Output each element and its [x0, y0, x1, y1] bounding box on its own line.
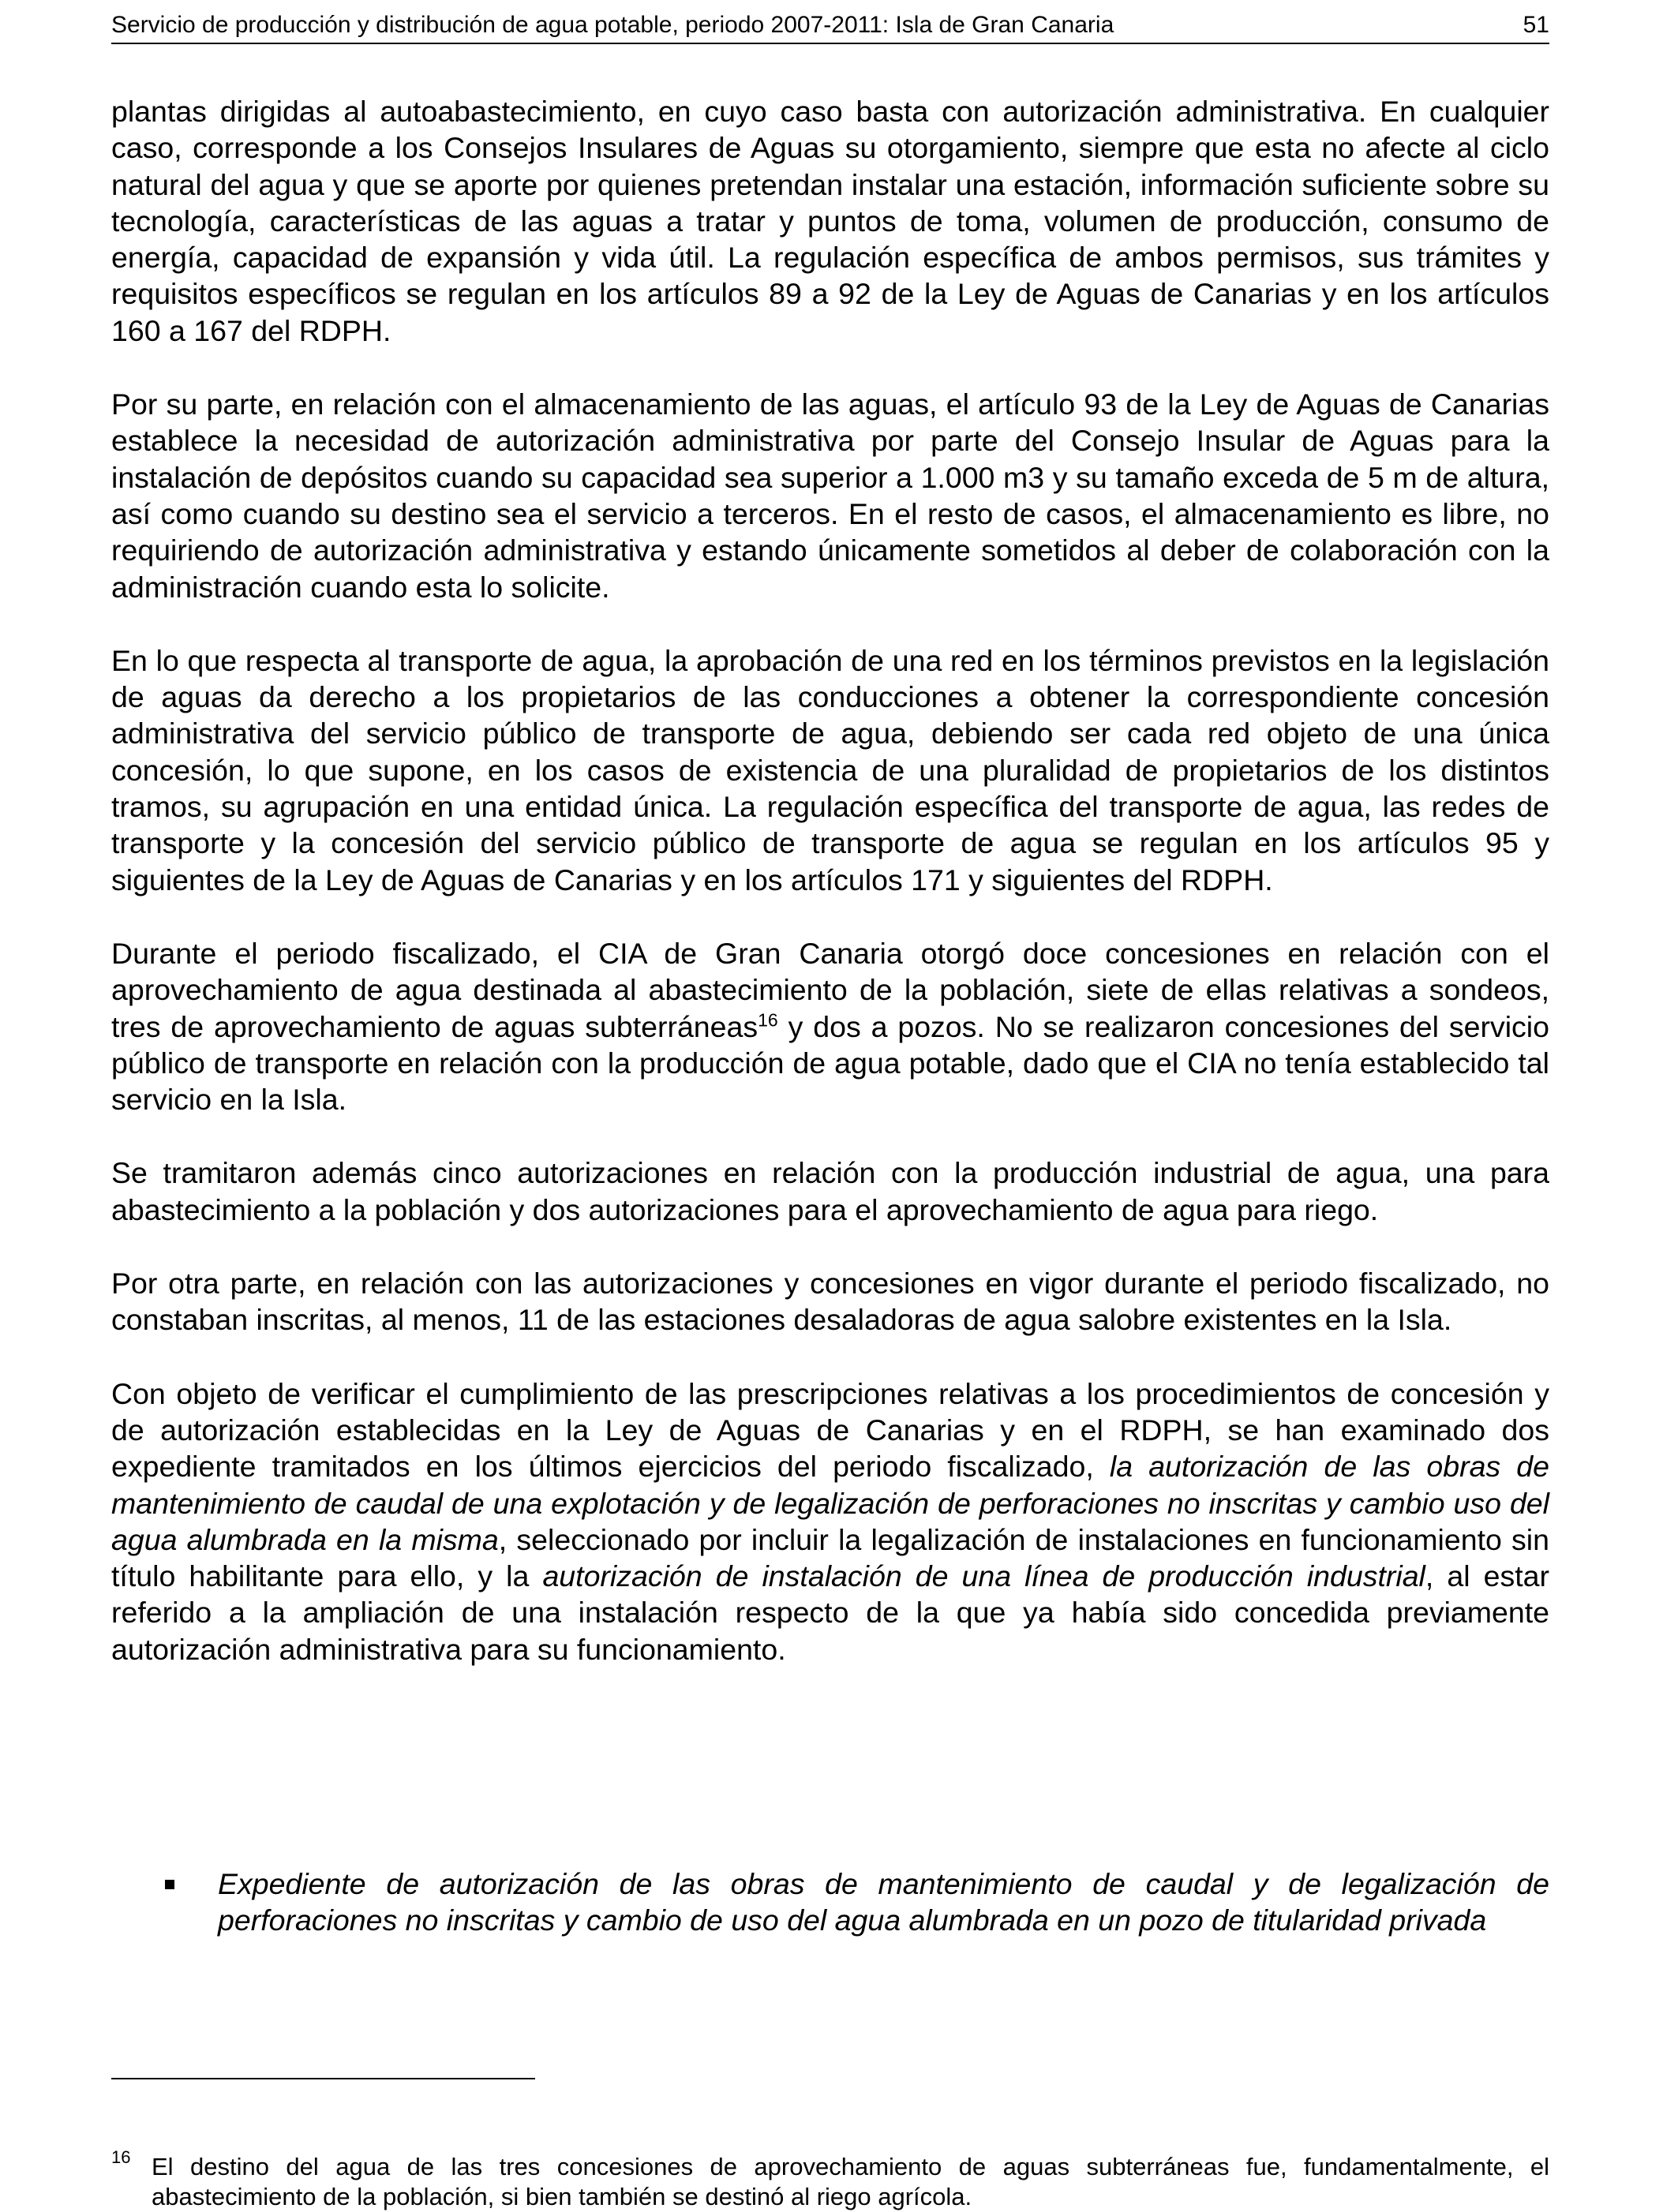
page-number: 51	[1523, 12, 1549, 38]
paragraph-7-text-a: Con objeto de verificar el cumplimiento de las prescripciones relativas a los procedimientos de concesión y de autorización establecidas en la Ley de Aguas de Canarias y en el RDPH, se han examinado dos expediente tramitados en los últimos ejercicios del periodo fiscalizado,	[111, 1376, 1549, 1484]
document-title: Servicio de producción y distribución de agua potable, periodo 2007-2011: Isla de Gran Canaria	[111, 12, 1114, 38]
footnote-separator	[111, 2078, 535, 2079]
paragraph-7-text-c: , al estar referido a la ampliación de una instalación respecto de la que ya había sido concedida previamente autorización administrativa para su funcionamiento.	[111, 1559, 1550, 1666]
body-text	[111, 93, 1549, 1667]
footnote-number: 16	[111, 2147, 131, 2167]
footnote-text: El destino del agua de las tres concesiones de aprovechamiento de aguas subterráneas fue, fundamentalmente, el abastecimiento de la población, si bien también se destinó al riego agrícola.	[152, 2153, 1549, 2210]
page-header	[111, 8, 1549, 44]
paragraph-7-italic-1: la autorización de las obras de mantenimiento de caudal de una explotación y de legalización de perforaciones no inscritas y cambio uso del agua alumbrada en la misma	[111, 1450, 1549, 1556]
paragraph-7-text-b: , seleccionado por incluir la legalización de instalaciones en funcionamiento sin título habilitante para ello, y la	[111, 1522, 1549, 1593]
paragraph-4	[111, 935, 1549, 1117]
paragraph-3: En lo que respecta al transporte de agua, la aprobación de una red en los términos previstos en la legislación de aguas da derecho a los propietarios de las conducciones a obtener la correspondiente concesión administrativa del servicio público de transporte de agua, debiendo ser cada red objeto de una única concesión, lo que supone, en los casos de existencia de una pluralidad de propietarios de los distintos tramos, su agrupación en una entidad única. La regulación específica del transporte de agua, las redes de transporte y la concesión del servicio público de transporte de agua se regulan en los artículos 95 y siguientes de la Ley de Aguas de Canarias y en los artículos 171 y siguientes del RDPH.	[111, 643, 1549, 896]
bullet-item	[111, 1866, 1549, 1939]
paragraph-6: Por otra parte, en relación con las autorizaciones y concesiones en vigor durante el periodo fiscalizado, no constaban inscritas, al menos, 11 de las estaciones desaladoras de agua salobre existentes en la Isla.	[111, 1267, 1549, 1337]
paragraph-5: Se tramitaron además cinco autorizaciones en relación con la producción industrial de agua, una para abastecimiento a la población y dos autorizaciones para el aprovechamiento de agua para riego.	[111, 1156, 1549, 1226]
footnote	[111, 2147, 1549, 2212]
paragraph-7	[111, 1375, 1549, 1667]
paragraph-4-text-b: y dos a pozos. No se realizaron concesiones del servicio público de transporte en relación con la producción de agua potable, dado que el CIA no tenía establecido tal servicio en la Isla.	[111, 1009, 1549, 1117]
paragraph-2: Por su parte, en relación con el almacenamiento de las aguas, el artículo 93 de la Ley de Aguas de Canarias establece la necesidad de autorización administrativa por parte del Consejo Insular de Aguas para la instalación de depósitos cuando su capacidad sea superior a 1.000 m3 y su tamaño exceda de 5 m de altura, así como cuando su destino sea el servicio a terceros. En el resto de casos, el almacenamiento es libre, no requiriendo de autorización administrativa y estando únicamente sometidos al deber de colaboración con la administración cuando esta lo solicite.	[111, 387, 1549, 604]
footnote-reference[interactable]: 16	[758, 1009, 778, 1031]
paragraph-1: plantas dirigidas al autoabastecimiento, en cuyo caso basta con autorización administrativa. En cualquier caso, corresponde a los Consejos Insulares de Aguas su otorgamiento, siempre que esta no afecte al ciclo natural del agua y que se aporte por quienes pretendan instalar una estación, información suficiente sobre su tecnología, características de las aguas a tratar y puntos de toma, volumen de producción, consumo de energía, capacidad de expansión y vida útil. La regulación específica de ambos permisos, sus trámites y requisitos específicos se regulan en los artículos 89 a 92 de la Ley de Aguas de Canarias y en los artículos 160 a 167 del RDPH.	[111, 95, 1549, 347]
bullet-square-icon	[165, 1880, 174, 1889]
paragraph-7-italic-2: autorización de instalación de una línea de producción industrial	[542, 1559, 1425, 1593]
paragraph-4-text-a: Durante el periodo fiscalizado, el CIA de Gran Canaria otorgó doce concesiones en relación con el aprovechamiento de agua destinada al abastecimiento de la población, siete de ellas relativas a sondeos, tres de aprovechamiento de aguas subterráneas	[111, 936, 1549, 1043]
bullet-text: Expediente de autorización de las obras de mantenimiento de caudal y de legalización de perforaciones no inscritas y cambio de uso del agua alumbrada en un pozo de titularidad privada	[218, 1867, 1549, 1937]
